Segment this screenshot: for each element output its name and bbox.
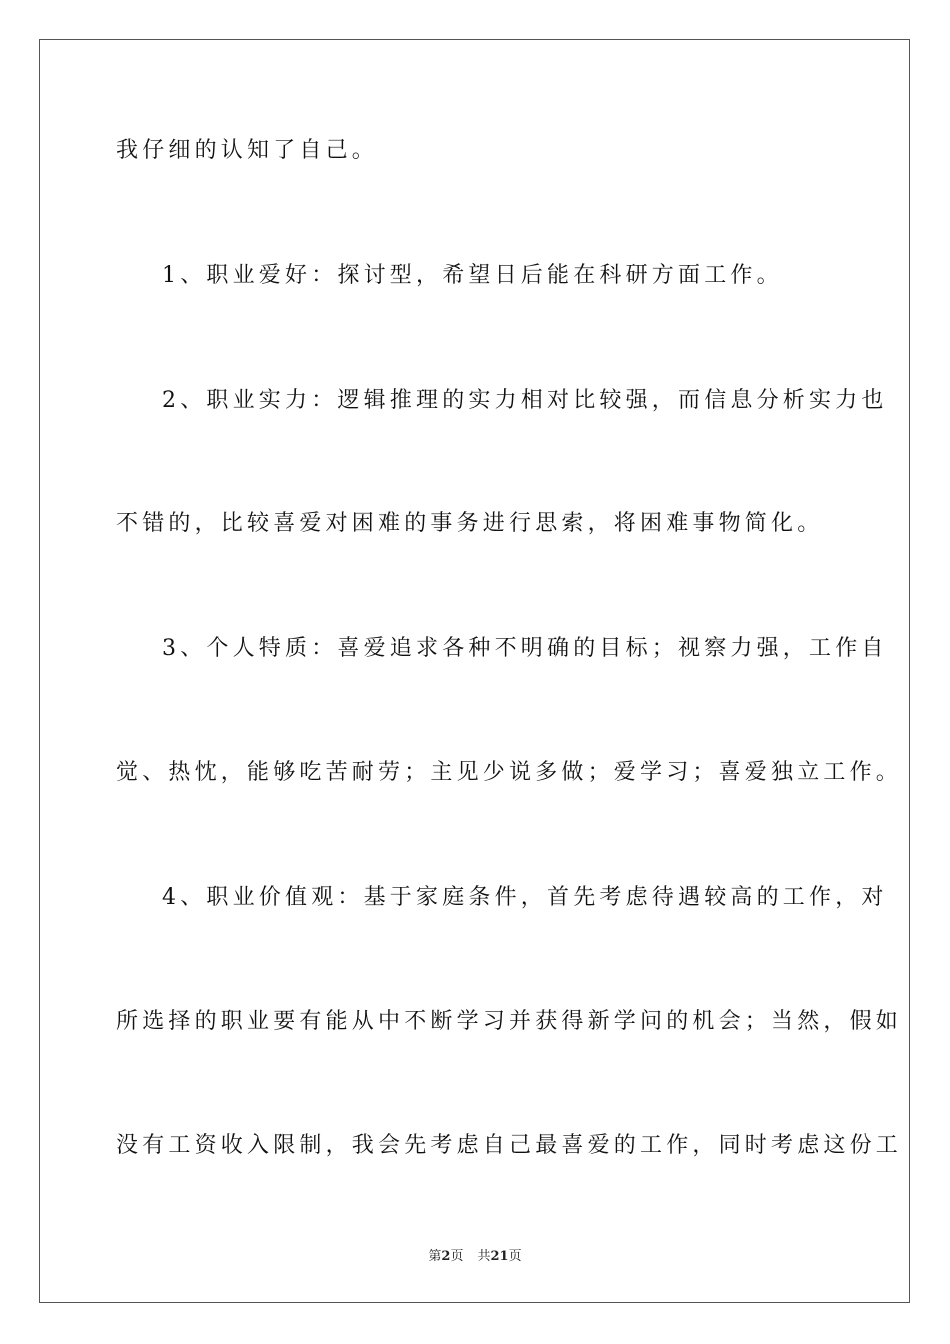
paragraph-line: 4、职业价值观：基于家庭条件，首先考虑待遇较高的工作，对: [162, 885, 888, 910]
paragraph-line: 所选择的职业要有能从中不断学习并获得新学问的机会；当然，假如: [116, 1009, 903, 1034]
paragraph-line: 3、个人特质：喜爱追求各种不明确的目标；视察力强，工作自: [162, 636, 888, 661]
paragraph-line: 我仔细的认知了自己。: [116, 138, 379, 163]
paragraph-line: 觉、热忱，能够吃苦耐劳；主见少说多做；爱学习；喜爱独立工作。: [116, 760, 903, 785]
paragraph-line: 不错的，比较喜爱对困难的事务进行思索，将困难事物简化。: [116, 511, 824, 536]
total-prefix: 共: [477, 1249, 491, 1264]
paragraph-line: 没有工资收入限制，我会先考虑自己最喜爱的工作，同时考虑这份工: [116, 1133, 903, 1158]
page-footer: [0, 1248, 950, 1266]
total-page-count: 21: [490, 1249, 509, 1264]
page-border: [39, 39, 910, 1303]
total-suffix: 页: [508, 1249, 522, 1264]
current-page-number: 2: [441, 1249, 451, 1264]
paragraph-line: 2、职业实力：逻辑推理的实力相对比较强，而信息分析实力也: [162, 388, 888, 413]
page-suffix: 页: [450, 1249, 464, 1264]
paragraph-line: 1、职业爱好：探讨型，希望日后能在科研方面工作。: [162, 263, 783, 288]
page-prefix: 第: [428, 1249, 442, 1264]
